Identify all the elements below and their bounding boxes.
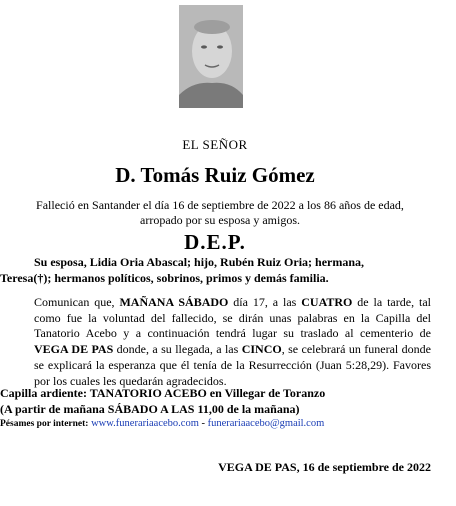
condolences-line (0, 417, 440, 431)
announcement-text-4: donde, a su llegada, a las (113, 342, 242, 357)
announcement-place: VEGA DE PAS (34, 342, 114, 357)
link-separator: - (198, 418, 208, 429)
announcement-text-3: de la tarde, tal como fue la voluntad del fallecido, se dirán unas palabras en la Capilla del Tanatorio Acebo y a continuación tendrá lugar su traslado al cementerio de (34, 295, 431, 341)
announcement-time: CUATRO (301, 295, 353, 309)
announcement-text (0, 295, 431, 389)
website-link[interactable]: www.funerariaacebo.com (91, 418, 199, 429)
heading-el-senor: EL SEÑOR (182, 137, 248, 152)
chapel-info (0, 386, 440, 417)
email-link[interactable]: funerariaacebo@gmail.com (207, 418, 325, 429)
family-list (0, 254, 430, 286)
chapel-line2: (A partir de mañana SÁBADO A LAS 11,00 de la mañana) (0, 401, 300, 416)
announcement-text-2: día 17, a las (228, 295, 302, 309)
announcement-text-1: Comunican que, (34, 295, 120, 309)
footer-place-date: VEGA DE PAS, 16 de septiembre de 2022 (218, 460, 431, 474)
death-notice-line1: Falleció en Santander el día 16 de septiembre de 2022 a los 86 años de edad, (36, 198, 404, 212)
portrait-photo (179, 5, 243, 108)
dep-heading: D.E.P. (184, 230, 246, 254)
announcement-funeral-time: CINCO (241, 342, 282, 357)
deceased-name: D. Tomás Ruiz Gómez (115, 163, 315, 187)
portrait-icon (179, 5, 243, 108)
condolences-label: Pésames por internet: (0, 419, 89, 429)
chapel-line1: Capilla ardiente: TANATORIO ACEBO en Villegar de Toranzo (0, 386, 326, 400)
death-notice (0, 198, 440, 228)
family-line2: Teresa(†); hermanos políticos, sobrinos, primos y demás familia. (0, 271, 329, 285)
death-notice-line2: arropado por su esposa y amigos. (140, 213, 300, 227)
announcement-text-5: , se celebrará un funeral donde se explicará la esperanza que él tenía de la Resurrección (Juan 5:28,29). Favores por los cuales les quedarán agradecidos. (34, 342, 431, 388)
announcement-paragraph (0, 295, 431, 389)
announcement-day: MAÑANA SÁBADO (119, 295, 229, 309)
family-line1: Su esposa, Lidia Oria Abascal; hijo, Rubén Ruiz Oria; hermana, (34, 255, 365, 269)
